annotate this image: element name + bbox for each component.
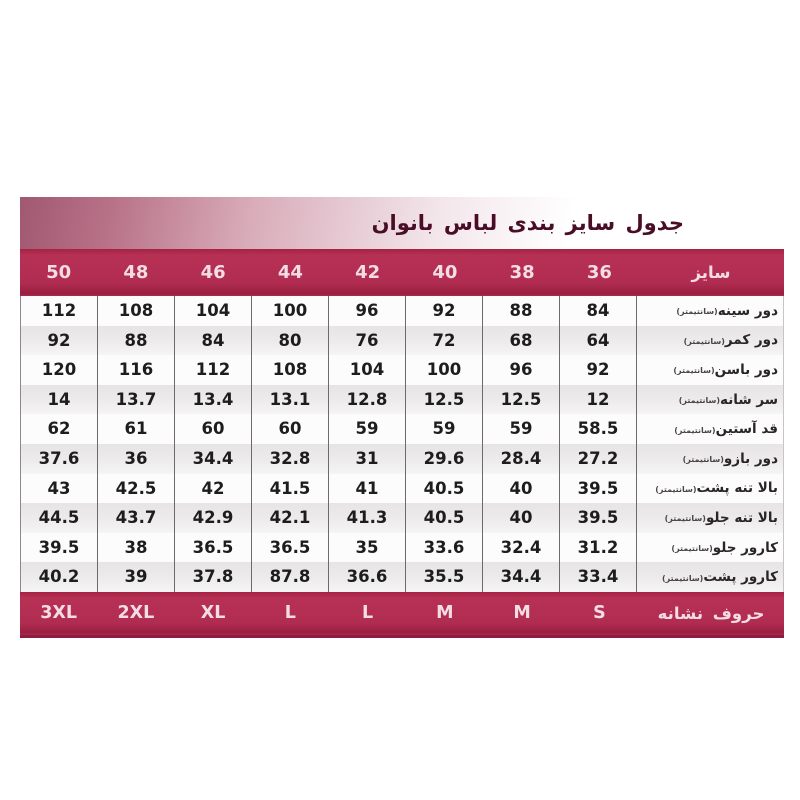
table-row <box>21 503 783 533</box>
letter-size-cell: S <box>593 603 606 624</box>
measurement-value-cell: 60 <box>175 414 252 444</box>
size-column-header: 50 <box>46 262 72 283</box>
measurement-value-cell: 39 <box>98 562 175 592</box>
measurement-value-cell: 43.7 <box>98 503 175 533</box>
measurement-value-cell: 92 <box>406 296 483 326</box>
row-unit-label: (سانتیمتر) <box>655 484 697 494</box>
measurement-value-cell: 28.4 <box>483 444 560 474</box>
row-label: سر شانه <box>720 391 778 408</box>
measurement-value-cell: 34.4 <box>175 444 252 474</box>
row-label-cell <box>637 444 783 474</box>
measurement-value-cell: 92 <box>21 326 98 356</box>
measurement-value-cell: 64 <box>560 326 637 356</box>
measurement-value-cell: 59 <box>406 414 483 444</box>
table-row <box>21 533 783 563</box>
row-label-cell <box>637 326 783 356</box>
measurement-value-cell: 61 <box>98 414 175 444</box>
measurement-value-cell: 36.5 <box>175 533 252 563</box>
measurement-value-cell: 39.5 <box>560 503 637 533</box>
measurement-value-cell: 68 <box>483 326 560 356</box>
measurement-value-cell: 96 <box>329 296 406 326</box>
size-header-row <box>20 249 784 296</box>
row-label-cell <box>637 296 783 326</box>
size-column-header: 38 <box>509 262 535 283</box>
measurement-value-cell: 112 <box>175 355 252 385</box>
measurement-value-cell: 38 <box>98 533 175 563</box>
measurement-value-cell: 42.1 <box>252 503 329 533</box>
measurement-value-cell: 112 <box>21 296 98 326</box>
size-column-header: 40 <box>432 262 458 283</box>
size-column-header: 46 <box>200 262 226 283</box>
row-label: بالا تنه پشت <box>696 480 778 497</box>
measurement-value-cell: 87.8 <box>252 562 329 592</box>
measurement-value-cell: 33.4 <box>560 562 637 592</box>
measurement-value-cell: 41.3 <box>329 503 406 533</box>
measurement-value-cell: 59 <box>329 414 406 444</box>
row-label-cell <box>637 562 783 592</box>
row-label-cell <box>637 533 783 563</box>
letter-size-footer-row <box>20 592 784 638</box>
measurement-value-cell: 34.4 <box>483 562 560 592</box>
measurement-value-cell: 104 <box>329 355 406 385</box>
size-column-header: 36 <box>586 262 612 283</box>
letter-size-cell: 3XL <box>40 603 78 624</box>
size-column-header: 44 <box>277 262 303 283</box>
row-label: کارور جلو <box>712 539 778 556</box>
measurement-value-cell: 13.7 <box>98 385 175 415</box>
measurement-value-cell: 39.5 <box>21 533 98 563</box>
measurement-value-cell: 43 <box>21 474 98 504</box>
letter-size-cell: 2XL <box>117 603 155 624</box>
measurement-value-cell: 72 <box>406 326 483 356</box>
table-row <box>21 562 783 592</box>
measurement-value-cell: 12.5 <box>406 385 483 415</box>
measurement-value-cell: 40 <box>483 503 560 533</box>
table-row <box>21 444 783 474</box>
measurement-value-cell: 84 <box>175 326 252 356</box>
measurement-value-cell: 31 <box>329 444 406 474</box>
size-column-header: 48 <box>123 262 149 283</box>
row-label: دور بازو <box>723 450 778 467</box>
measurement-value-cell: 35.5 <box>406 562 483 592</box>
measurement-value-cell: 41 <box>329 474 406 504</box>
measurement-value-cell: 44.5 <box>21 503 98 533</box>
measurement-value-cell: 36 <box>98 444 175 474</box>
measurement-rows <box>20 296 784 592</box>
measurement-value-cell: 84 <box>560 296 637 326</box>
measurement-value-cell: 88 <box>98 326 175 356</box>
measurement-value-cell: 100 <box>252 296 329 326</box>
measurement-value-cell: 59 <box>483 414 560 444</box>
measurement-value-cell: 42.5 <box>98 474 175 504</box>
measurement-value-cell: 42.9 <box>175 503 252 533</box>
measurement-value-cell: 41.5 <box>252 474 329 504</box>
size-column-header: 42 <box>355 262 381 283</box>
letter-footer-label: حروف نشانه <box>657 603 765 623</box>
measurement-value-cell: 40 <box>483 474 560 504</box>
measurement-value-cell: 37.6 <box>21 444 98 474</box>
measurement-value-cell: 100 <box>406 355 483 385</box>
letter-size-cell: XL <box>200 603 226 624</box>
measurement-value-cell: 36.5 <box>252 533 329 563</box>
row-label-cell <box>637 385 783 415</box>
measurement-value-cell: 32.4 <box>483 533 560 563</box>
measurement-value-cell: 116 <box>98 355 175 385</box>
row-unit-label: (سانتیمتر) <box>682 455 724 465</box>
measurement-value-cell: 37.8 <box>175 562 252 592</box>
row-label: دور باسن <box>714 361 778 378</box>
row-label: بالا تنه جلو <box>705 509 778 526</box>
letter-size-cell: M <box>436 603 454 624</box>
measurement-value-cell: 32.8 <box>252 444 329 474</box>
measurement-value-cell: 31.2 <box>560 533 637 563</box>
table-row <box>21 296 783 326</box>
row-label-cell <box>637 355 783 385</box>
measurement-value-cell: 108 <box>252 355 329 385</box>
measurement-value-cell: 40.2 <box>21 562 98 592</box>
row-unit-label: (سانتیمتر) <box>662 573 704 583</box>
measurement-value-cell: 104 <box>175 296 252 326</box>
measurement-value-cell: 62 <box>21 414 98 444</box>
measurement-value-cell: 12.8 <box>329 385 406 415</box>
letter-size-cell: L <box>362 603 374 624</box>
measurement-value-cell: 120 <box>21 355 98 385</box>
measurement-value-cell: 39.5 <box>560 474 637 504</box>
row-label: دور کمر <box>724 332 778 349</box>
measurement-value-cell: 58.5 <box>560 414 637 444</box>
measurement-value-cell: 88 <box>483 296 560 326</box>
table-row <box>21 385 783 415</box>
measurement-value-cell: 76 <box>329 326 406 356</box>
row-unit-label: (سانتیمتر) <box>674 425 716 435</box>
measurement-value-cell: 108 <box>98 296 175 326</box>
row-label: دور سینه <box>717 302 778 319</box>
measurement-value-cell: 40.5 <box>406 503 483 533</box>
measurement-value-cell: 12.5 <box>483 385 560 415</box>
table-row <box>21 326 783 356</box>
row-label-cell <box>637 503 783 533</box>
row-label-cell <box>637 474 783 504</box>
measurement-value-cell: 13.4 <box>175 385 252 415</box>
measurement-value-cell: 33.6 <box>406 533 483 563</box>
row-unit-label: (سانتیمتر) <box>664 514 706 524</box>
measurement-value-cell: 29.6 <box>406 444 483 474</box>
measurement-value-cell: 36.6 <box>329 562 406 592</box>
row-unit-label: (سانتیمتر) <box>671 544 713 554</box>
row-label-cell <box>637 414 783 444</box>
size-header-label: سایز <box>691 263 731 282</box>
measurement-value-cell: 96 <box>483 355 560 385</box>
chart-title: جدول سایز بندی لباس بانوان <box>371 211 684 235</box>
measurement-value-cell: 92 <box>560 355 637 385</box>
letter-size-cell: L <box>284 603 296 624</box>
table-row <box>21 355 783 385</box>
measurement-value-cell: 13.1 <box>252 385 329 415</box>
measurement-value-cell: 14 <box>21 385 98 415</box>
letter-size-cell: M <box>513 603 531 624</box>
measurement-value-cell: 80 <box>252 326 329 356</box>
row-unit-label: (سانتیمتر) <box>676 307 718 317</box>
row-unit-label: (سانتیمتر) <box>673 366 715 376</box>
size-chart-table <box>20 197 784 638</box>
measurement-value-cell: 40.5 <box>406 474 483 504</box>
row-unit-label: (سانتیمتر) <box>678 396 721 406</box>
measurement-value-cell: 35 <box>329 533 406 563</box>
measurement-value-cell: 60 <box>252 414 329 444</box>
table-row <box>21 414 783 444</box>
title-bar <box>20 197 784 249</box>
row-unit-label: (سانتیمتر) <box>683 336 725 346</box>
measurement-value-cell: 27.2 <box>560 444 637 474</box>
measurement-value-cell: 12 <box>560 385 637 415</box>
measurement-value-cell: 42 <box>175 474 252 504</box>
table-row <box>21 474 783 504</box>
row-label: کارور پشت <box>703 569 778 586</box>
row-label: قد آستین <box>715 421 778 438</box>
